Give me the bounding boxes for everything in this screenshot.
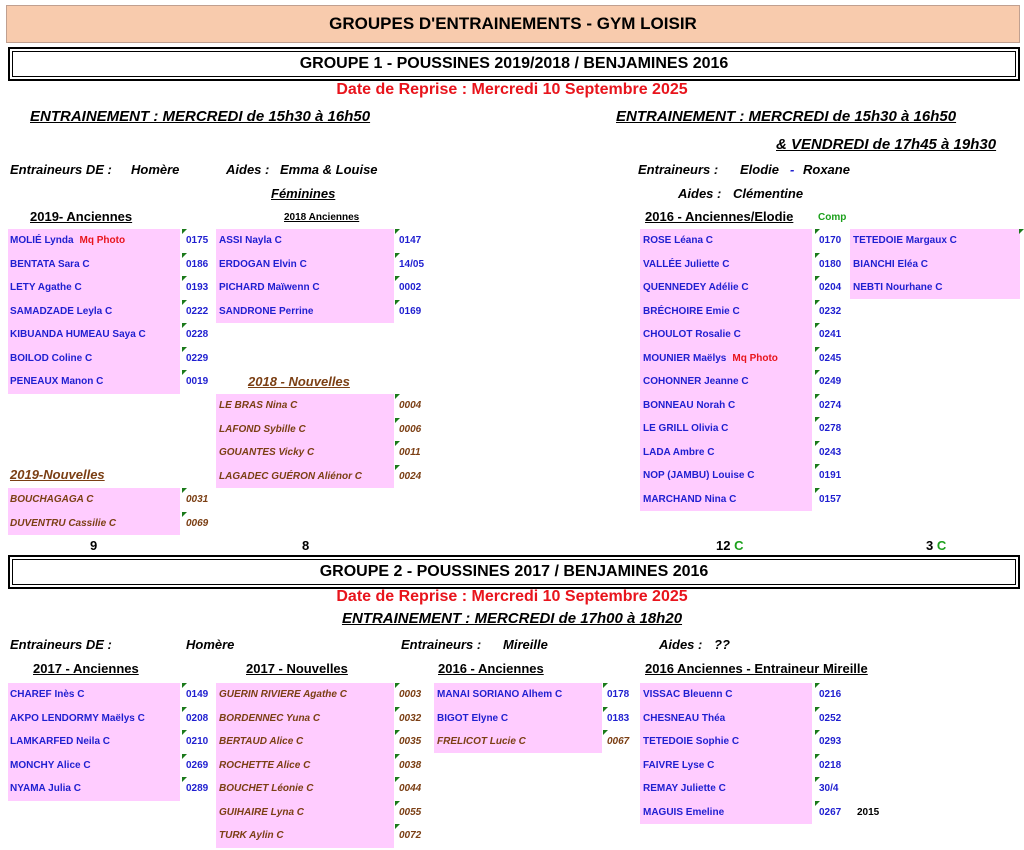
g2-2017-nouvelles-title: 2017 - Nouvelles bbox=[246, 661, 348, 676]
list-item: TETEDOIE Sophie C 0293 bbox=[643, 730, 923, 754]
list-item: MONCHY Alice C 0269 bbox=[10, 754, 220, 778]
list-item: LE BRAS Nina C 0004 bbox=[219, 394, 439, 418]
list-item: MOUNIER Maëlys Mq Photo 0245 bbox=[643, 347, 853, 371]
list-item: GOUANTES Vicky C 0011 bbox=[219, 441, 439, 465]
g1-2019-anciennes-list bbox=[10, 229, 220, 394]
g1-coaches-left-value: Homère bbox=[131, 162, 180, 177]
list-item: LAMKARFED Neila C 0210 bbox=[10, 730, 220, 754]
group1-training-left: ENTRAINEMENT : MERCREDI de 15h30 à 16h50 bbox=[30, 108, 371, 125]
g1-2016-list bbox=[643, 229, 853, 511]
list-item: CHOULOT Rosalie C 0241 bbox=[643, 323, 853, 347]
g1-2016-title: 2016 - Anciennes/Elodie bbox=[645, 209, 794, 224]
list-item: FAIVRE Lyse C 0218 bbox=[643, 754, 923, 778]
list-item: MANAI SORIANO Alhem C 0178 bbox=[437, 683, 637, 707]
g1-aides-left-label: Aides : bbox=[226, 162, 270, 177]
list-item: SANDRONE Perrine 0169 bbox=[219, 300, 439, 324]
list-item: TETEDOIE Margaux C bbox=[853, 229, 1023, 253]
g1-aides-right-label: Aides : bbox=[678, 186, 722, 201]
list-item: QUENNEDEY Adélie C 0204 bbox=[643, 276, 853, 300]
list-item: NEBTI Nourhane C bbox=[853, 282, 943, 293]
g1-2018-nouvelles-list bbox=[219, 394, 439, 488]
list-item: LE GRILL Olivia C 0278 bbox=[643, 417, 853, 441]
list-item: DUVENTRU Cassilie C 0069 bbox=[10, 512, 220, 536]
total-4: 3 C bbox=[926, 538, 947, 553]
g1-coaches-right-value2: Roxane bbox=[803, 162, 850, 177]
g1-2018-anciennes-list bbox=[219, 229, 439, 323]
list-item: GUIHAIRE Lyna C 0055 bbox=[219, 801, 439, 825]
g2-2016-anciennes-title: 2016 - Anciennes bbox=[438, 661, 544, 676]
g2-aides-label: Aides : bbox=[659, 637, 703, 652]
list-item: BRÉCHOIRE Emie C 0232 bbox=[643, 300, 853, 324]
list-item: BIGOT Elyne C 0183 bbox=[437, 707, 637, 731]
list-item: MARCHAND Nina C 0157 bbox=[643, 488, 853, 512]
g1-aides-right-value: Clémentine bbox=[733, 186, 804, 201]
list-item: VISSAC Bleuenn C 0216 bbox=[643, 683, 923, 707]
list-item: ROSE Léana C 0170 bbox=[643, 229, 853, 253]
group2-reprise: Date de Reprise : Mercredi 10 Septembre 2025 bbox=[336, 588, 688, 605]
g1-2018-nouvelles-title: 2018 - Nouvelles bbox=[248, 374, 350, 389]
list-item: BOUCHAGAGA C 0031 bbox=[10, 488, 220, 512]
g1-2019-nouvelles-title: 2019-Nouvelles bbox=[10, 467, 105, 482]
g1-coaches-right-value: Elodie bbox=[740, 162, 780, 177]
list-item: BONNEAU Norah C 0274 bbox=[643, 394, 853, 418]
page-title: GROUPES D'ENTRAINEMENTS - GYM LOISIR bbox=[6, 5, 1020, 43]
list-item: BIANCHI Eléa C bbox=[853, 258, 929, 270]
group1-training-right-2: & VENDREDI de 17h45 à 19h30 bbox=[776, 136, 997, 153]
g1-coaches-left-label: Entraineurs DE : bbox=[10, 162, 112, 177]
g1-coaches-right-label: Entraineurs : bbox=[638, 162, 719, 177]
g2-coaches-value: Homère bbox=[186, 637, 235, 652]
list-item: ERDOGAN Elvin C 14/05 bbox=[219, 253, 439, 277]
list-item: SAMADZADE Leyla C 0222 bbox=[10, 300, 220, 324]
g1-2019-anciennes-title: 2019- Anciennes bbox=[30, 209, 133, 224]
group1-reprise: Date de Reprise : Mercredi 10 Septembre 2025 bbox=[336, 81, 688, 98]
total-2: 8 bbox=[302, 538, 310, 553]
list-item: MAGUIS Emeline 0267 2015 bbox=[643, 801, 923, 825]
list-item: REMAY Juliette C 30/4 bbox=[643, 777, 923, 801]
list-item: LAFOND Sybille C 0006 bbox=[219, 418, 439, 442]
g1-2019-nouvelles-list bbox=[10, 488, 220, 535]
g2-coaches2-value: Mireille bbox=[503, 637, 548, 652]
list-item: BERTAUD Alice C 0035 bbox=[219, 730, 439, 754]
list-item: NYAMA Julia C 0289 bbox=[10, 777, 220, 801]
g2-2017-nouvelles-list bbox=[219, 683, 439, 848]
total-1: 9 bbox=[90, 538, 98, 553]
total-3: 12 C bbox=[716, 538, 744, 553]
list-item: AKPO LENDORMY Maëlys C 0208 bbox=[10, 707, 220, 731]
g1-aides-left-value: Emma & Louise bbox=[280, 162, 378, 177]
group2-training: ENTRAINEMENT : MERCREDI de 17h00 à 18h20 bbox=[341, 610, 683, 627]
list-item: ROCHETTE Alice C 0038 bbox=[219, 754, 439, 778]
list-item: COHONNER Jeanne C 0249 bbox=[643, 370, 853, 394]
list-item: GUERIN RIVIERE Agathe C 0003 bbox=[219, 683, 439, 707]
list-item: LADA Ambre C 0243 bbox=[643, 441, 853, 465]
g1-2018-anciennes-title: 2018 Anciennes bbox=[284, 212, 360, 223]
g2-coaches-label: Entraineurs DE : bbox=[10, 637, 112, 652]
g2-2017-anciennes-list bbox=[10, 683, 220, 801]
g2-coaches2-label: Entraineurs : bbox=[401, 637, 482, 652]
g2-2016-anciennes-list bbox=[437, 683, 637, 754]
list-item: FRELICOT Lucie C 0067 bbox=[437, 730, 637, 754]
list-item: LETY Agathe C 0193 bbox=[10, 276, 220, 300]
list-item: CHESNEAU Théa 0252 bbox=[643, 707, 923, 731]
list-item: ASSI Nayla C 0147 bbox=[219, 229, 439, 253]
list-item: BORDENNEC Yuna C 0032 bbox=[219, 707, 439, 731]
g2-2016-mireille-list bbox=[643, 683, 923, 824]
list-item: TURK Aylin C 0072 bbox=[219, 824, 439, 848]
g1-comp-list bbox=[853, 229, 1023, 300]
list-item: BOUCHET Léonie C 0044 bbox=[219, 777, 439, 801]
g2-2017-anciennes-title: 2017 - Anciennes bbox=[33, 661, 139, 676]
list-item: LAGADEC GUÉRON Aliénor C 0024 bbox=[219, 465, 439, 489]
g1-comp-label: Comp bbox=[818, 212, 847, 223]
g2-2016-mireille-title: 2016 Anciennes - Entraineur Mireille bbox=[645, 661, 868, 676]
list-item: CHAREF Inès C 0149 bbox=[10, 683, 220, 707]
g1-feminines: Féminines bbox=[271, 186, 336, 201]
list-item: KIBUANDA HUMEAU Saya C 0228 bbox=[10, 323, 220, 347]
list-item: MOLIÉ Lynda Mq Photo 0175 bbox=[10, 229, 220, 253]
g1-coaches-right-sep: - bbox=[790, 162, 795, 177]
group1-training-right-1: ENTRAINEMENT : MERCREDI de 15h30 à 16h50 bbox=[616, 108, 957, 125]
list-item: NOP (JAMBU) Louise C 0191 bbox=[643, 464, 853, 488]
list-item: VALLÉE Juliette C 0180 bbox=[643, 253, 853, 277]
list-item: BENTATA Sara C 0186 bbox=[10, 253, 220, 277]
list-item: BOILOD Coline C 0229 bbox=[10, 347, 220, 371]
g2-aides-value: ?? bbox=[714, 637, 730, 652]
list-item: PICHARD Maïwenn C 0002 bbox=[219, 276, 439, 300]
group2-heading: GROUPE 2 - POUSSINES 2017 / BENJAMINES 2016 bbox=[8, 555, 1020, 589]
list-item: PENEAUX Manon C 0019 bbox=[10, 370, 220, 394]
group1-heading: GROUPE 1 - POUSSINES 2019/2018 / BENJAMINES 2016 bbox=[8, 47, 1020, 81]
